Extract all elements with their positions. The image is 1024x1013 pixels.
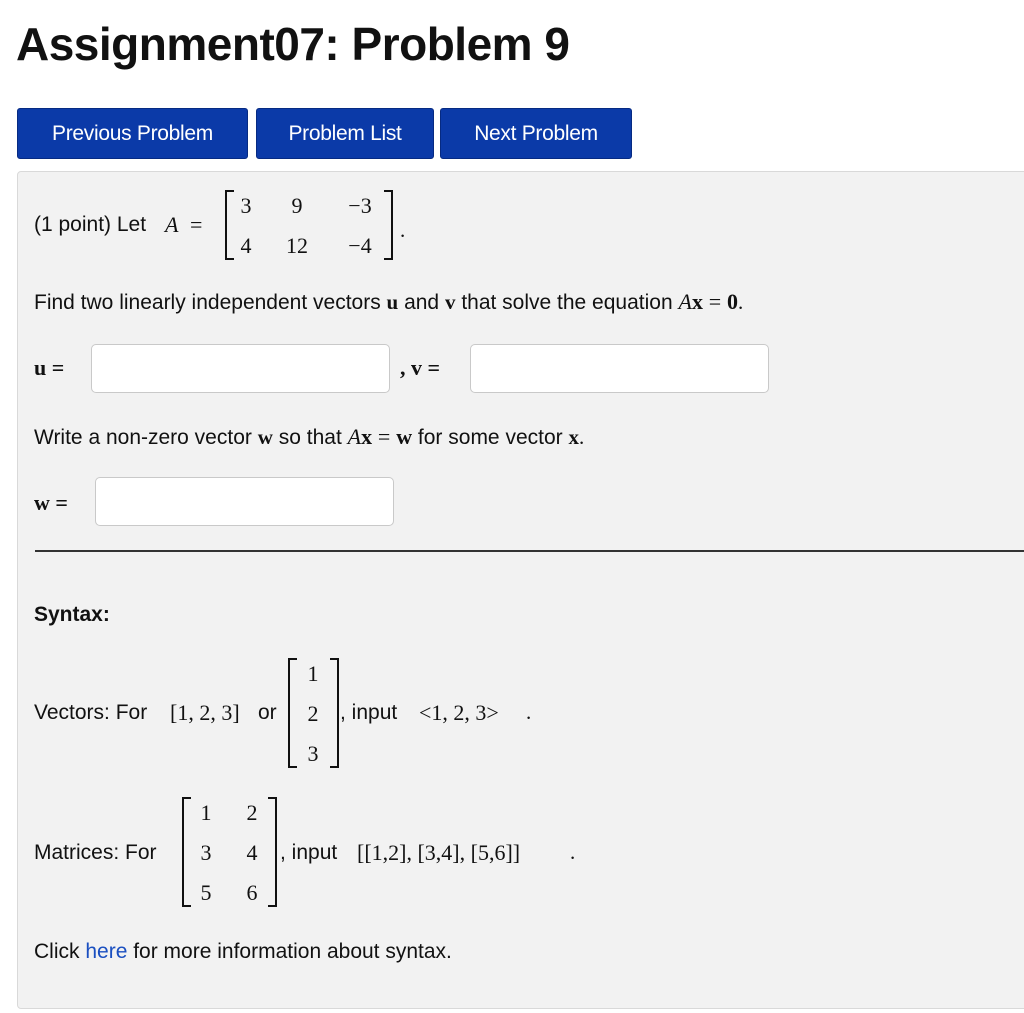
vector-x-symbol: x	[568, 425, 579, 449]
u-answer-input[interactable]	[91, 344, 390, 393]
matrix-example-cell: 1	[200, 800, 212, 825]
matrix-a-cell: 3	[240, 193, 252, 218]
matrix-a-cell: 12	[286, 233, 308, 258]
vectors-label: Vectors: For	[34, 701, 148, 724]
column-vector-cell: 3	[307, 741, 319, 766]
section-divider	[35, 550, 1024, 552]
matrix-a-cell: 4	[240, 233, 252, 258]
next-problem-button[interactable]: Next Problem	[440, 108, 632, 159]
matrix-example-right-bracket	[268, 797, 277, 907]
syntax-help-link[interactable]: here	[85, 940, 128, 963]
click-word: Click	[34, 940, 80, 963]
statement-period: .	[400, 218, 406, 242]
matrices-input-label: , input	[280, 841, 338, 864]
matrix-a-cell: −3	[348, 193, 372, 218]
equation-zero: 0	[727, 289, 739, 314]
matrix-symbol-a: A	[165, 212, 179, 237]
matrix-example-cell: 3	[200, 840, 212, 865]
v-answer-input[interactable]	[470, 344, 769, 393]
column-vector-cell: 1	[307, 661, 319, 686]
matrix-a-cell: −4	[348, 233, 372, 258]
syntax-help-tail: for more information about syntax.	[133, 940, 452, 963]
u-label: u =	[34, 355, 65, 380]
equation-equals: =	[708, 289, 722, 314]
question-two-text	[34, 424, 584, 450]
equation-two-w: w	[396, 424, 413, 449]
matrix-a-cell: 9	[291, 193, 303, 218]
column-vector-right-bracket	[330, 658, 339, 768]
matrix-example-cell: 4	[246, 840, 258, 865]
vector-w-symbol: w	[257, 425, 273, 449]
matrices-label: Matrices: For	[34, 841, 157, 864]
vectors-input-label: , input	[340, 701, 398, 724]
w-label: w =	[34, 490, 68, 515]
vector-u-symbol: u	[386, 290, 399, 314]
matrices-period: .	[570, 840, 576, 864]
equation-two-a: A	[347, 424, 362, 449]
page-title: Assignment07: Problem 9	[16, 18, 570, 70]
equation-x: x	[691, 289, 703, 314]
question-one-lead: Find two linearly independent vectors	[34, 291, 381, 314]
matrix-example-cell: 2	[246, 800, 258, 825]
w-answer-input[interactable]	[95, 477, 394, 526]
matrix-a-right-bracket	[384, 190, 393, 260]
vector-v-symbol: v	[444, 290, 456, 314]
and-word: and	[404, 291, 440, 314]
question-one-tail: that solve the equation	[461, 291, 673, 314]
equation-period: .	[738, 290, 744, 314]
question-two-tail: for some vector	[417, 426, 563, 449]
column-vector-cell: 2	[307, 701, 319, 726]
equation-a: A	[678, 289, 692, 314]
equals-sign: =	[190, 212, 203, 237]
question-one-text	[34, 289, 743, 315]
or-word: or	[258, 701, 277, 724]
points-label: (1 point) Let	[34, 213, 147, 236]
equation-two-x: x	[361, 424, 373, 449]
question-two-mid: so that	[278, 426, 342, 449]
equation-two-equals: =	[377, 424, 391, 449]
matrix-example-cell: 5	[200, 880, 212, 905]
syntax-help-line	[34, 940, 452, 964]
v-label: , v =	[400, 355, 441, 380]
question-two-lead: Write a non-zero vector	[34, 426, 252, 449]
problem-list-button[interactable]: Problem List	[256, 108, 434, 159]
question-two-period: .	[578, 425, 585, 449]
previous-problem-button[interactable]: Previous Problem	[17, 108, 248, 159]
syntax-heading: Syntax:	[34, 603, 110, 626]
vectors-input-example: <1, 2, 3>	[419, 700, 499, 725]
matrix-example-cell: 6	[246, 880, 258, 905]
vectors-row-example: [1, 2, 3]	[170, 700, 240, 725]
matrices-input-example: [[1,2], [3,4], [5,6]]	[357, 840, 521, 865]
vectors-period: .	[526, 700, 532, 724]
